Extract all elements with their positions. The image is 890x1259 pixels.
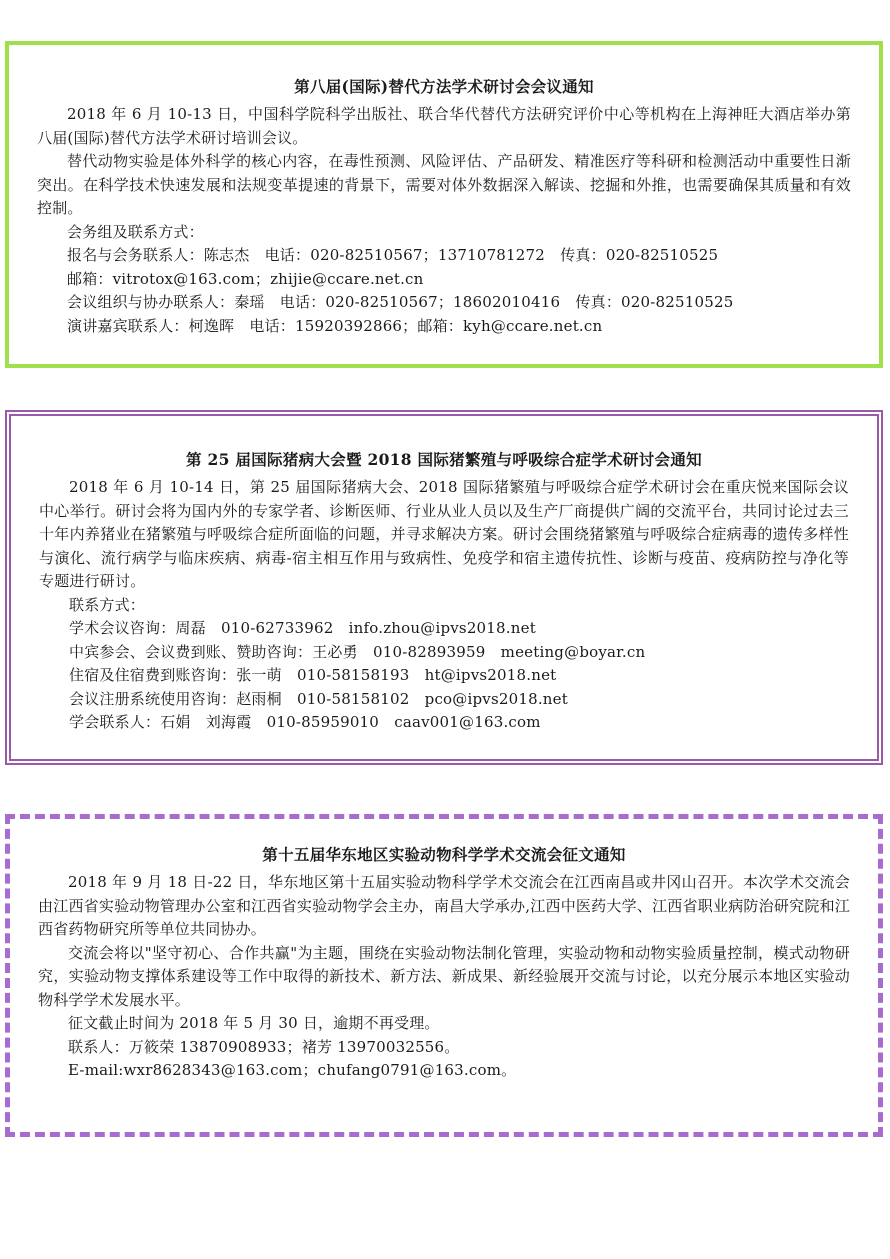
contact-line: 演讲嘉宾联系人：柯逸晖 电话：15920392866；邮箱：kyh@ccare.net.cn [67, 316, 603, 335]
contact-line: 学术会议咨询：周磊 010-62733962 info.zhou@ipvs2018.net [69, 619, 536, 637]
contact-line: E-mail:wxr8628343@163.com；chufang0791@163.com。 [68, 1061, 517, 1079]
notice-title: 第八届(国际)替代方法学术研讨会会议通知 [294, 77, 594, 96]
notice-east-china-lab-animal [5, 814, 883, 1137]
contact-line: 住宿及住宿费到账咨询：张一萌 010-58158193 ht@ipvs2018.net [69, 666, 557, 684]
notice-paragraph: 2018 年 9 月 18 日-22 日，华东地区第十五届实验动物科学学术交流会在江西南昌或井冈山召开。本次学术交流会由江西省实验动物管理办公室和江西省实验动物学会主办，南昌大学承办,江西中医药大学、江西省职业病防治研究院和江西省药物研究所等单位共同协办。 [38, 873, 850, 938]
contact-heading: 会务组及联系方式： [67, 222, 204, 241]
notice-paragraph: 2018 年 6 月 10-13 日，中国科学院科学出版社、联合华代替代方法研究评价中心等机构在上海神旺大酒店举办第八届(国际)替代方法学术研讨培训会议。 [37, 105, 851, 147]
contact-line: 联系人：万筱荣 13870908933；褚芳 13970032556。 [68, 1037, 460, 1056]
notice-title: 第 25 届国际猪病大会暨 2018 国际猪繁殖与呼吸综合症学术研讨会通知 [186, 450, 702, 469]
contact-line: 学会联系人：石娟 刘海霞 010-85959010 caav001@163.com [69, 713, 541, 731]
contact-line: 报名与会务联系人：陈志杰 电话：020-82510567；13710781272 传真：020-82510525 [67, 246, 719, 264]
notice-paragraph: 2018 年 6 月 10-14 日，第 25 届国际猪病大会、2018 国际猪繁殖与呼吸综合症学术研讨会在重庆悦来国际会议中心举行。研讨会将为国内外的专家学者、诊断医师、行业从业人员以及生产厂商提供广阔的交流平台，共同讨论过去三十年内养猪业在猪繁殖与呼吸综合症所面临的问题，并寻求解决方案。研讨会围绕猪繁殖与呼吸综合症病毒的遗传多样性与演化、流行病学与临床疾病、病毒-宿主相互作用与致病性、免疫学和宿主遗传抗性、诊断与疫苗、疫病防控与净化等专题进行研讨。 [39, 478, 849, 590]
notice-alternative-methods [5, 41, 883, 368]
notice-paragraph: 交流会将以"坚守初心、合作共赢"为主题，围绕在实验动物法制化管理，实验动物和动物实验质量控制，模式动物研究，实验动物支撑体系建设等工作中取得的新技术、新方法、新成果、新经验展开交流与讨论，以充分展示本地区实验动物科学学术发展水平。 [38, 943, 850, 1009]
notice-paragraph: 替代动物实验是体外科学的核心内容，在毒性预测、风险评估、产品研发、精准医疗等科研和检测活动中重要性日渐突出。在科学技术快速发展和法规变革提速的背景下，需要对体外数据深入解读、挖掘和外推，也需要确保其质量和有效控制。 [37, 152, 851, 217]
deadline-line: 征文截止时间为 2018 年 5 月 30 日，逾期不再受理。 [68, 1014, 440, 1032]
contact-line: 中宾参会、会议费到账、赞助咨询：王必勇 010-82893959 meeting@boyar.cn [69, 642, 646, 661]
contact-line: 邮箱：vitrotox@163.com；zhijie@ccare.net.cn [67, 269, 424, 288]
contact-line: 会议组织与协办联系人：秦瑶 电话：020-82510567；18602010416 传真：020-82510525 [67, 293, 734, 311]
contact-line: 会议注册系统使用咨询：赵雨桐 010-58158102 pco@ipvs2018.net [69, 689, 568, 708]
contact-heading: 联系方式： [69, 595, 146, 614]
notice-title: 第十五届华东地区实验动物科学学术交流会征文通知 [262, 845, 626, 864]
notice-swine-disease-congress [5, 410, 883, 765]
